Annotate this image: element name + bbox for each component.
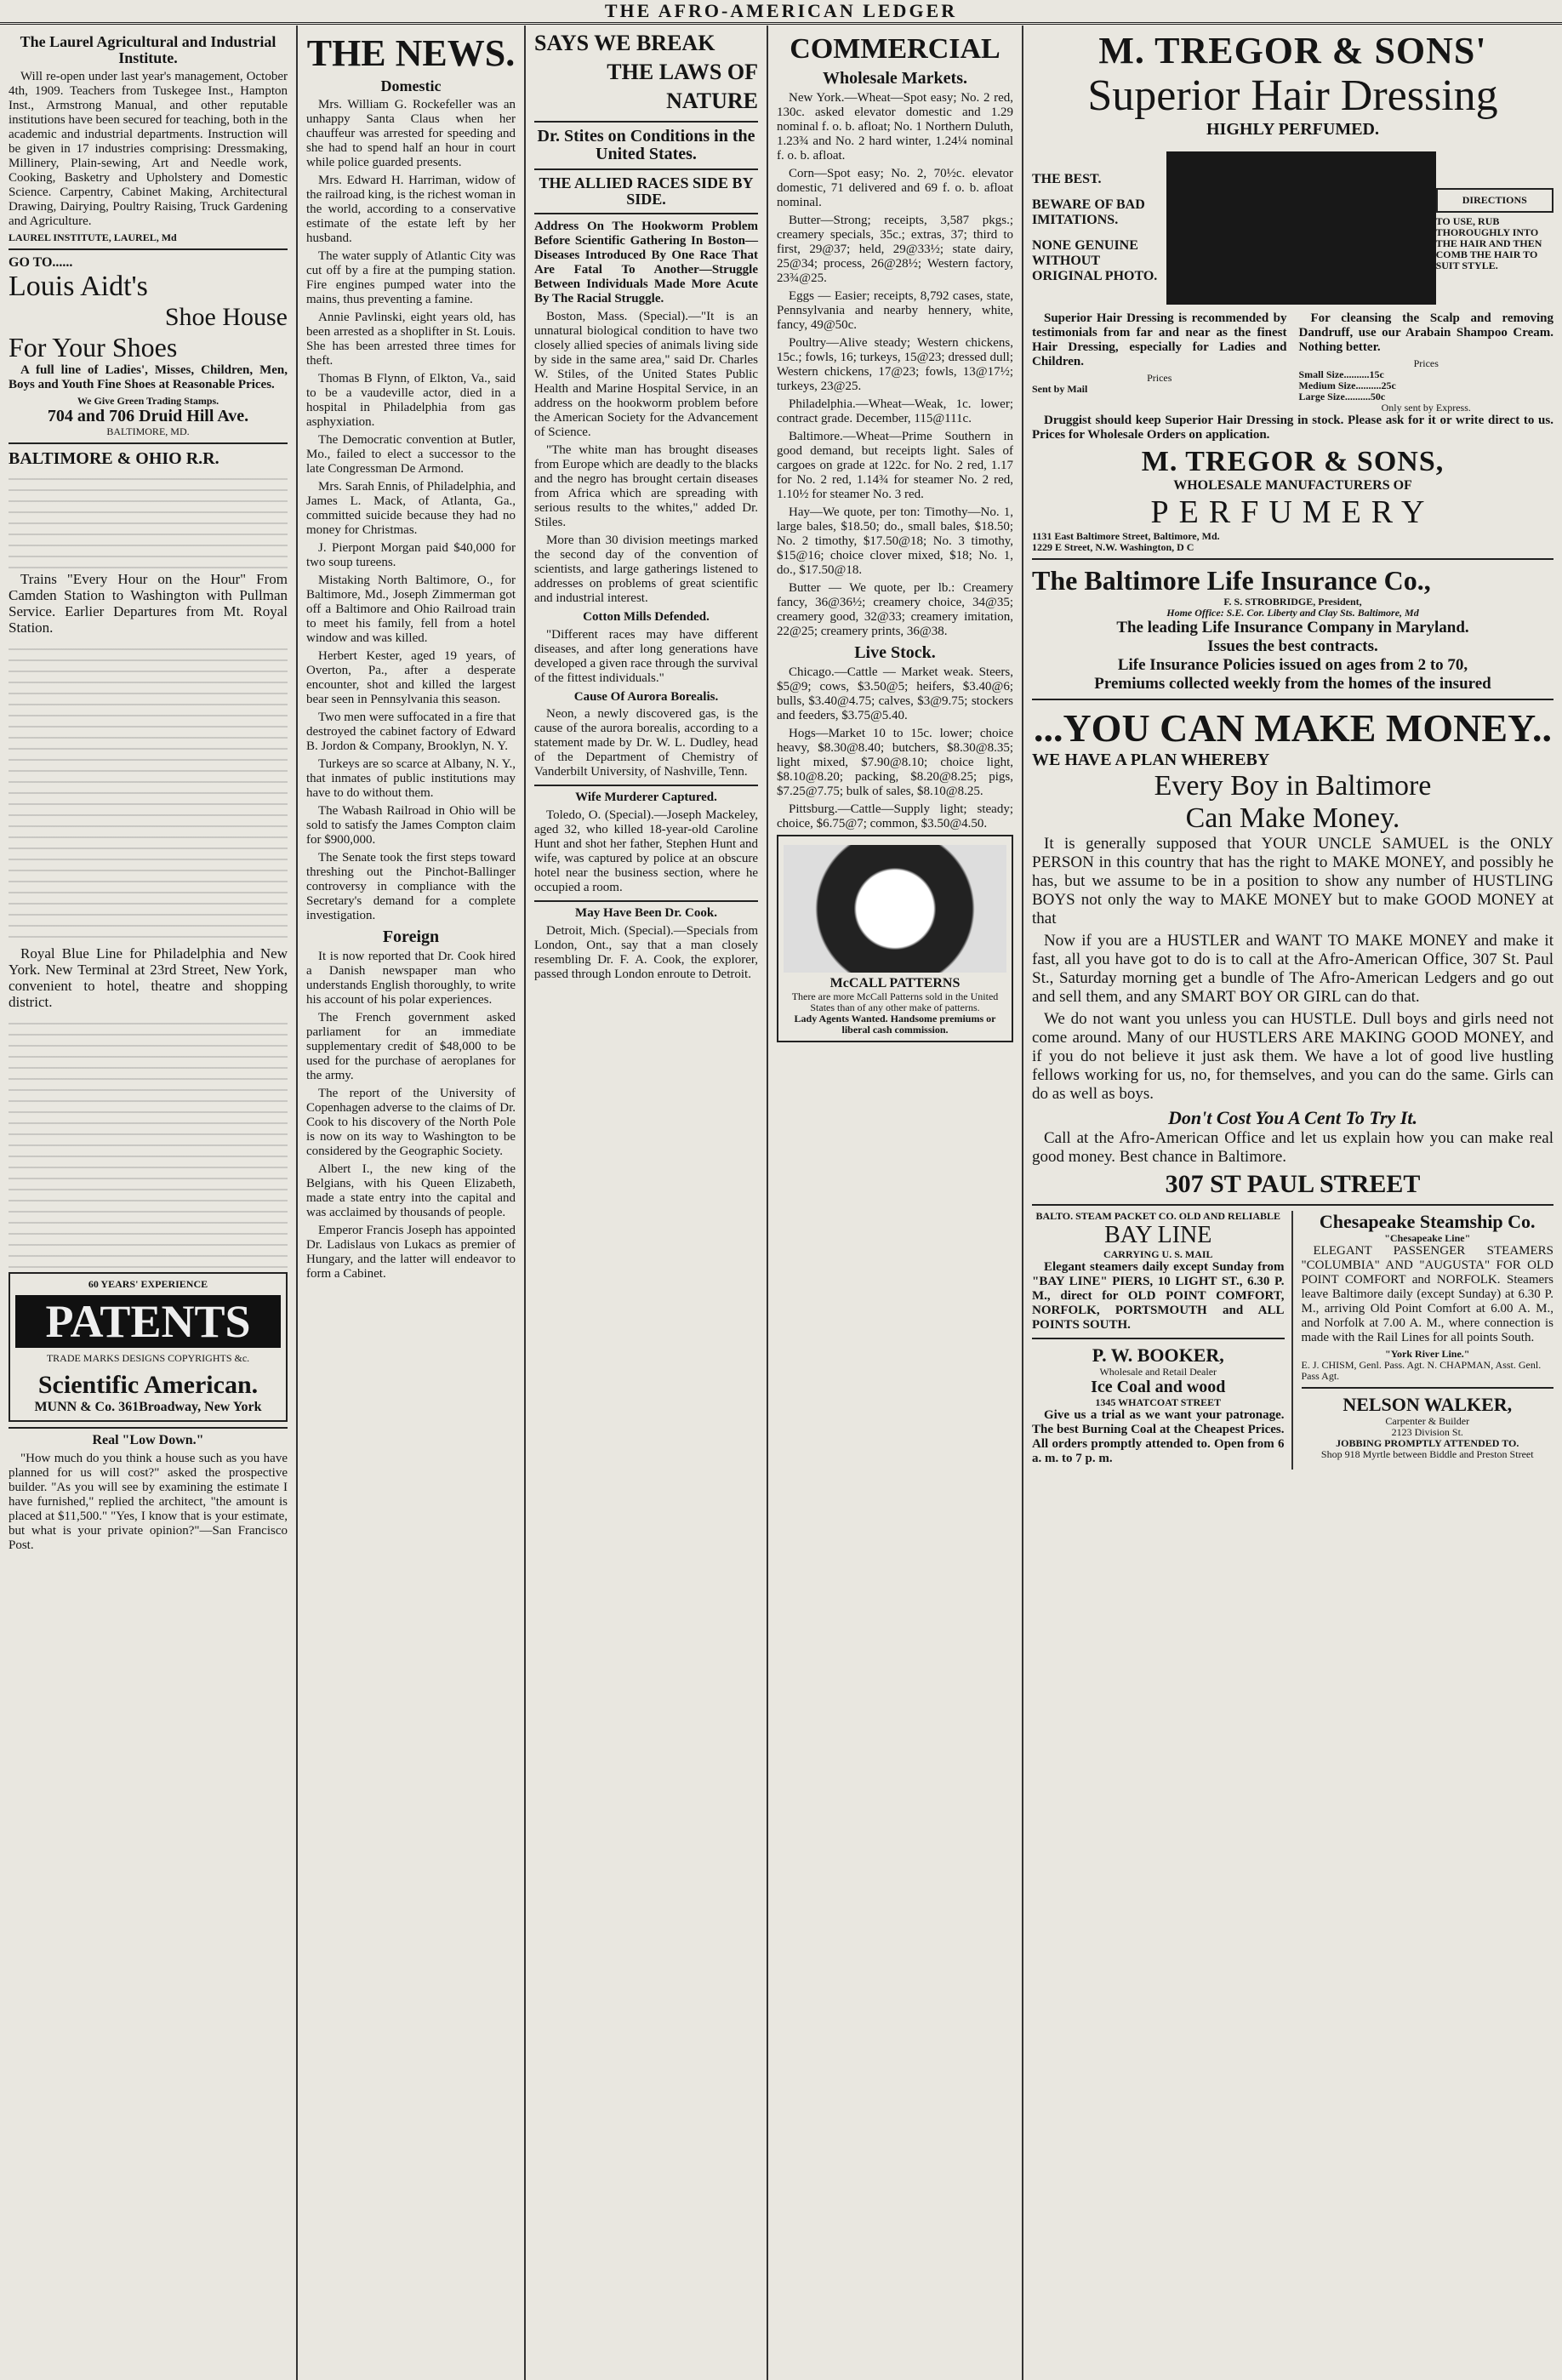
domestic-heading: Domestic: [380, 77, 442, 95]
plan: WE HAVE A PLAN WHEREBY: [1032, 751, 1270, 769]
nelson: NELSON WALKER,: [1343, 1394, 1513, 1415]
article-paragraph: J. Pierpont Morgan paid $40,000 for two soup tureens.: [306, 541, 516, 570]
mccall-title: McCALL PATTERNS: [829, 975, 961, 990]
aurora-heading: Cause Of Aurora Borealis.: [573, 689, 719, 704]
article-paragraph: The water supply of Atlantic City was cut off by a fire at the pumping station. Fire engines pumped water into the mains, thus preventing a famine.: [306, 249, 516, 307]
market-paragraph: Hogs—Market 10 to 15c. lower; choice heavy, $8.30@8.40; butchers, $8.30@8.35; light mixed, $7.90@8.10; choice light, $8.10@8.20; packing, $8.20@8.25; pigs, $7.25@7.75; bulk of sales, $8.10@8.25.: [777, 726, 1013, 798]
divider: [534, 213, 758, 214]
druggist: Druggist should keep Superior Hair Dressing in stock. Please ask for it or write direct to us. Prices for Wholesale Orders on application.: [1032, 414, 1553, 442]
market-paragraph: Corn—Spot easy; No. 2, 70½c. elevator domestic, 71 delivered and 69 f. o. b. afloat nominal.: [777, 166, 1013, 209]
prices-label: Prices: [1413, 357, 1439, 369]
article-paragraph: More than 30 division meetings marked the second day of the convention of scientists, and large gatherings listened to addresses on problems of great scientific and industrial interest.: [534, 533, 758, 605]
divider: [1032, 1338, 1285, 1339]
news-title: THE NEWS.: [306, 32, 516, 74]
article-paragraph: The Wabash Railroad in Ohio will be sold to satisfy the James Compton claim for $900,000.: [306, 804, 516, 848]
tregor-title: Superior Hair Dressing: [1087, 71, 1498, 120]
bayline-sub: CARRYING U. S. MAIL: [1103, 1248, 1213, 1260]
blic-line: Life Insurance Policies issued on ages from 2 to 70,: [1117, 656, 1468, 674]
aidt-city: BALTIMORE, MD.: [106, 425, 190, 437]
aidt-name: Louis Aidt's: [9, 270, 148, 302]
article-paragraph: Toledo, O. (Special).—Joseph Mackeley, aged 32, who killed 18-year-old Caroline Hunt and shot her father, Stephen Hunt and wife, was captured by police at an obscure hotel near the business section, where he occupied a room.: [534, 808, 758, 895]
can-make: Can Make Money.: [1185, 802, 1400, 834]
nelson-shop: Shop 918 Myrtle between Biddle and Preston Street: [1320, 1448, 1534, 1460]
directions: DIRECTIONS: [1436, 188, 1553, 213]
blic-pres: F. S. STROBRIDGE, President,: [1223, 596, 1362, 608]
munn: MUNN & Co. 361Broadway, New York: [34, 1399, 262, 1414]
mccall-ad: [777, 835, 1013, 1042]
divider: [1032, 1204, 1553, 1206]
tregor-details-right: [1299, 311, 1554, 414]
express: Only sent by Express.: [1381, 402, 1471, 414]
article-paragraph: Mistaking North Baltimore, O., for Baltimore, Md., Joseph Zimmerman got off a Baltimore and Ohio Railroad train to meet his family, fell from a hotel window and was killed.: [306, 574, 516, 646]
addr1: 1131 East Baltimore Street, Baltimore, Md.: [1032, 530, 1220, 542]
lowdown-title: Real "Low Down.": [92, 1432, 204, 1447]
patents: PATENTS: [15, 1295, 281, 1348]
column-4: [768, 26, 1023, 2380]
genuine: NONE GENUINE WITHOUT ORIGINAL PHOTO.: [1032, 238, 1158, 283]
every-boy: Every Boy in Baltimore: [1154, 770, 1432, 802]
commercial-sub: Wholesale Markets.: [823, 68, 967, 88]
product-jar-image: [1166, 151, 1435, 305]
article-paragraph: Two men were suffocated in a fire that destroyed the cabinet factory of Edward B. Jordon & Company, Brooklyn, N. Y.: [306, 711, 516, 754]
headline-1: SAYS WE BREAK: [534, 31, 715, 55]
tregor-left: [1032, 172, 1166, 284]
tregor-details: [1032, 311, 1553, 414]
lowdown-text: "How much do you think a house such as you have planned for us will cost?" asked the prospective builder. "As you will see by examining the estimate I have furnished," replied the architect, "the amount is placed at $11,500." "Yes, I know that is your estimate, but what is your private opinion?"—San Francisco Post.: [9, 1451, 288, 1552]
column-1: [0, 26, 298, 2380]
hustle-text: We do not want you unless you can HUSTLE. Dull boys and girls need not come around. Many of our HUSTLERS ARE MAKING GOOD MONEY, and if you do not believe it just ask them. We have a lot of good live hustling fellows working for us, no, for themselves, and you can do the same. Girls can do as well as boys.: [1032, 1010, 1553, 1103]
divider: [9, 248, 288, 250]
article-paragraph: Boston, Mass. (Special).—"It is an unnatural biological condition to have two closely allied species of animals living side by side in the same area," said Dr. Charles W. Stiles, of the United States Public Health and Marine Hospital Service, in an address on the hookworm problem before the American Society for the Advancement of Science.: [534, 309, 758, 439]
bayline-title: BAY LINE: [1104, 1222, 1212, 1248]
mfrs: WHOLESALE MANUFACTURERS OF: [1173, 478, 1412, 493]
patents-sub: TRADE MARKS DESIGNS COPYRIGHTS &c.: [46, 1351, 250, 1364]
divider: [534, 785, 758, 786]
foreign-heading: Foreign: [382, 927, 440, 947]
headline-3: Dr. Stites on Conditions in the United States.: [537, 127, 755, 163]
timetable: [9, 639, 288, 945]
blic-line: The leading Life Insurance Company in Maryland.: [1116, 619, 1469, 636]
mccall-logo: [784, 845, 1006, 973]
article-paragraph: Mrs. William G. Rockefeller was an unhappy Santa Claus when her chauffeur was arrested for speeding and she had to spend half an hour in court while police guarded presents.: [306, 98, 516, 170]
article-paragraph: The French government asked parliament for an immediate supplementary credit of $48,000 to be used for the purchase of aeroplanes for the army.: [306, 1011, 516, 1083]
mccall-text: There are more McCall Patterns sold in the United States than of any other make of patterns.: [791, 990, 999, 1013]
aidt-stamps: We Give Green Trading Stamps.: [77, 394, 219, 407]
tregor-right: [1436, 185, 1553, 271]
dont-cost: Don't Cost You A Cent To Try It.: [1167, 1107, 1417, 1128]
nelson-job: JOBBING PROMPTLY ATTENDED TO.: [1336, 1437, 1519, 1449]
beware: BEWARE OF BAD IMITATIONS.: [1032, 197, 1145, 227]
laurel-text: Will re-open under last year's management, October 4th, 1909. Teachers from Tuskegee Inst., Hampton Inst., Armstrong Manual, and other reputable institutions have been secured for teaching, both in the academic and industrial departments. Instruction will be given in 17 industries comprising: Dressmaking, Millinery, Plain-sewing, Art and Needle work, Cooking, Basketry and Upholstery and Domestic Science. Carpentry, Cabinet Making, Architectural Drawing, Dairying, Poultry Raising, Truck Gardening and Agriculture.: [9, 69, 288, 228]
nelson-addr: 2123 Division St.: [1391, 1426, 1463, 1438]
livestock-heading: Live Stock.: [854, 642, 936, 662]
money-title: ...YOU CAN MAKE MONEY..: [1033, 706, 1553, 750]
market-paragraph: Hay—We quote, per ton: Timothy—No. 1, large bales, $18.50; do., small bales, $18.50; No. 2 timothy, $17.50@18; No. 3 timothy, $15@16; choice clover mixed, $18; No. 1, do., $17.50@18.: [777, 505, 1013, 577]
recommend: Superior Hair Dressing is recommended by testimonials from far and near as the finest Hair Dressing, especially for Ladies and Children.: [1032, 311, 1287, 368]
divider: [534, 168, 758, 170]
market-paragraph: Butter — We quote, per lb.: Creamery fancy, 36@36½; creamery choice, 34@35; creamery good, 32@33; creamery imitation, 22@25; creamery prints, 36@38.: [777, 580, 1013, 638]
divider: [1032, 558, 1553, 560]
call-text: Call at the Afro-American Office and let us explain how you can make real good money. Best chance in Baltimore.: [1032, 1129, 1553, 1166]
article-paragraph: Mrs. Edward H. Harriman, widow of the railroad king, is the richest woman in the world, according to a conservative estimate of the estate left by her husband.: [306, 174, 516, 246]
tregor-name: M. TREGOR & SONS': [1098, 30, 1487, 71]
commercial-title: COMMERCIAL: [790, 33, 1000, 65]
tregor-product: [1032, 145, 1553, 311]
blic-title: The Baltimore Life Insurance Co.,: [1032, 565, 1431, 596]
royal-blue: Royal Blue Line for Philadelphia and New York. New Terminal at 23rd Street, New York, convenient to hotel, theatre and shopping district.: [9, 945, 288, 1010]
cleansing: For cleansing the Scalp and removing Dandruff, use our Arabain Shampoo Cream. Nothing better.: [1298, 311, 1553, 354]
article-deck: Address On The Hookworm Problem Before Scientific Gathering In Boston—Diseases Introduced By One Race That Are Fatal To Another—Struggle Between Individuals Made More Acute By The Racial Struggle.: [534, 219, 758, 305]
hustler-text: Now if you are a HUSTLER and WANT TO MAKE MONEY and make it fast, all you have got to do is to call at the Afro-American Office, 307 St. Paul St., Saturday morning get a bundle of The Afro-American Ledgers and go out and sell them, and any SMART BOY OR GIRL can do that.: [1032, 932, 1553, 1006]
price-large: Large Size..........50c: [1298, 391, 1386, 402]
timetable: [9, 1013, 288, 1269]
aidt-shoe: Shoe House: [164, 302, 288, 331]
bo-title: BALTIMORE & OHIO R.R.: [9, 448, 219, 468]
booker: P. W. BOOKER,: [1092, 1344, 1224, 1366]
divider: [534, 121, 758, 123]
masthead: THE AFRO-AMERICAN LEDGER: [0, 0, 1562, 25]
perfumery: PERFUMERY: [1150, 494, 1435, 530]
ches-text: ELEGANT PASSENGER STEAMERS "COLUMBIA" AND "AUGUSTA" FOR OLD POINT COMFORT and NORFOLK. Steamers leave Baltimore daily (except Sunday) at 6.30 P. M., arriving Old Point Comfort at 6.00 A. M., and Norfolk at 7.00 A. M., where connection is made with the Rail Lines for all points South.: [1301, 1244, 1553, 1344]
sci-am: Scientific American.: [37, 1370, 259, 1399]
price-medium: Medium Size..........25c: [1298, 380, 1396, 391]
divider: [1032, 699, 1553, 700]
market-paragraph: Butter—Strong; receipts, 3,587 pkgs.; creamery specials, 35c.; extras, 37; third to first, 29@37; held, 29@33½; state dairy, 25@34; process, 26@28½; Western factory, 23¾@25.: [777, 213, 1013, 285]
bayline-text: Elegant steamers daily except Sunday from "BAY LINE" PIERS, 10 LIGHT ST., 6.30 P. M., direct for OLD POINT COMFORT, NORFOLK, PORTSMOUTH and ALL POINTS SOUTH.: [1032, 1260, 1285, 1332]
ice-addr: 1345 WHATCOAT STREET: [1095, 1396, 1222, 1408]
aidt-addr: 704 and 706 Druid Hill Ave.: [47, 406, 249, 425]
ice-text: Give us a trial as we want your patronage. The best Burning Coal at the Cheapest Prices. All orders promptly attended to. Open from 6 a. m. to 7 p. m.: [1032, 1408, 1285, 1465]
market-paragraph: Baltimore.—Wheat—Prime Southern in good demand, but receipts light. Sales of cargoes on grade at 122c. for No. 2 red, 1.17 for No. 2 red, 1.14¾ for steamer No. 2 red, 1.10½ for steamer No. 3 red.: [777, 429, 1013, 501]
divider: [9, 1427, 288, 1429]
article-paragraph: It is now reported that Dr. Cook hired a Danish newspaper man who understands English thoroughly, to write his account of his polar experiences.: [306, 950, 516, 1007]
mail: Sent by Mail: [1032, 383, 1088, 395]
market-paragraph: New York.—Wheat—Spot easy; No. 2 red, 130c. asked elevator domestic and 1.29 nominal f. o. b. afloat; No. 1 Northern Duluth, 1.23¾ and No. 2 hard winter, 1.24¼ nominal f. o. b. afloat.: [777, 90, 1013, 163]
laurel-sign: LAUREL INSTITUTE, LAUREL, Md: [9, 231, 177, 243]
chesapeake-title: Chesapeake Steamship Co.: [1319, 1211, 1536, 1232]
market-paragraph: Chicago.—Cattle — Market weak. Steers, $5@9; cows, $3.50@5; heifers, $3.40@6; bulls, $3.40@4.75; calves, $3@9.75; stockers and feeders, $3.75@5.40.: [777, 665, 1013, 722]
addr2: 1229 E Street, N.W. Washington, D C: [1032, 541, 1194, 553]
bayline-ad: [1032, 1211, 1293, 1470]
headline-2: THE LAWS OF NATURE: [607, 60, 758, 113]
mccall-agents: Lady Agents Wanted. Handsome premiums or liberal cash commission.: [794, 1012, 996, 1036]
divider: [534, 900, 758, 902]
blic-office: Home Office: S.E. Cor. Liberty and Clay Sts. Baltimore, Md: [1166, 607, 1419, 619]
divider: [9, 442, 288, 444]
tregor-details-left: [1032, 311, 1287, 414]
laurel-title: The Laurel Agricultural and Industrial Institute.: [20, 33, 276, 66]
column-3: [526, 26, 768, 2380]
nelson-sub: Carpenter & Builder: [1385, 1415, 1470, 1427]
dir-text: TO USE, RUB THOROUGHLY INTO THE HAIR AND THEN COMB THE HAIR TO SUIT STYLE.: [1435, 215, 1542, 271]
blic-line: Premiums collected weekly from the homes of the insured: [1094, 675, 1491, 693]
article-paragraph: "Different races may have different diseases, and after long generations have developed a given race through the survival of the fittest individuals.": [534, 627, 758, 685]
bottom-ads: [1032, 1211, 1553, 1470]
market-paragraph: Pittsburg.—Cattle—Supply light; steady; choice, $6.75@7; common, $3.50@4.50.: [777, 802, 1013, 830]
article-paragraph: Neon, a newly discovered gas, is the cause of the aurora borealis, according to a statement made by Dr. W. L. Dudley, head of the Department of Chemistry of Vanderbilt University, of Nashville, Tenn.: [534, 707, 758, 779]
market-paragraph: Philadelphia.—Wheat—Weak, 1c. lower; contract grade. December, 115@111c.: [777, 397, 1013, 425]
aidt-text: A full line of Ladies', Misses, Children, Men, Boys and Youth Fine Shoes at Reasonable Prices.: [9, 362, 288, 391]
article-paragraph: Albert I., the new king of the Belgians, with his Queen Elizabeth, made a state entry into the capital and was acclaimed by thousands of people.: [306, 1162, 516, 1220]
patents-ad: [9, 1272, 288, 1422]
article-paragraph: Herbert Kester, aged 19 years, of Overton, Pa., after a desperate encounter, shot and killed the largest bear seen in Pennsylvania this season.: [306, 649, 516, 707]
blic-line: Issues the best contracts.: [1207, 637, 1378, 655]
headline-4: THE ALLIED RACES SIDE BY SIDE.: [539, 174, 754, 208]
bo-trains: Trains "Every Hour on the Hour" From Camden Station to Washington with Pullman Service. Earlier Departures from Mt. Royal Station.: [9, 570, 288, 636]
best: THE BEST.: [1032, 172, 1102, 186]
cook-heading: May Have Been Dr. Cook.: [575, 906, 717, 921]
article-paragraph: Detroit, Mich. (Special).—Specials from London, Ont., say that a man closely resembling Dr. F. A. Cook, the explorer, passed through London enroute to Detroit.: [534, 923, 758, 981]
article-paragraph: "The white man has brought diseases from Europe which are deadly to the blacks and the negro has brought certain diseases from Africa which are spreading with serious results to the whites," added Dr. Stiles.: [534, 442, 758, 529]
booker-sub: Wholesale and Retail Dealer: [1099, 1366, 1217, 1378]
timetable: [9, 469, 288, 571]
market-paragraph: Poultry—Alive steady; Western chickens, 15c.; fowls, 16; turkeys, 15@23; dressed dull; Western chickens, 17@23; fowls, 13@17½; turkeys, 23@25.: [777, 335, 1013, 393]
ches-line: "Chesapeake Line": [1384, 1232, 1471, 1244]
cotton-heading: Cotton Mills Defended.: [583, 609, 710, 624]
patents-exp: 60 YEARS' EXPERIENCE: [88, 1277, 208, 1290]
wife-heading: Wife Murderer Captured.: [575, 790, 717, 805]
price-small: Small Size..........15c: [1298, 368, 1384, 380]
article-paragraph: Thomas B Flynn, of Elkton, Va., said to be a vaudeville actor, died in a hospital in Philadelphia from gas asphyxiation.: [306, 372, 516, 430]
article-paragraph: The Senate took the first steps toward threshing out the Pinchot-Ballinger controversy in compliance with the Secretary's demand for a complete investigation.: [306, 851, 516, 923]
bayline-head: BALTO. STEAM PACKET CO. OLD AND RELIABLE: [1035, 1210, 1281, 1222]
ice: Ice Coal and wood: [1091, 1378, 1226, 1396]
market-paragraph: Eggs — Easier; receipts, 8,792 cases, state, Pennsylvania and nearby hennery, white, fancy, 49@50c.: [777, 288, 1013, 332]
tregor2: M. TREGOR & SONS,: [1141, 446, 1445, 477]
aidt-goto: GO TO......: [9, 254, 73, 270]
article-paragraph: The Democratic convention at Butler, Mo., failed to elect a successor to the late Congressman De Armond.: [306, 433, 516, 477]
tregor-sub: HIGHLY PERFUMED.: [1206, 120, 1379, 139]
article-paragraph: Turkeys are so scarce at Albany, N. Y., that inmates of public institutions may have to do without them.: [306, 757, 516, 801]
money-text: It is generally supposed that YOUR UNCLE SAMUEL is the ONLY PERSON in this country that has the right to MAKE MONEY, and possibly he has, but we assume to be in a position to show any number of HUSTLING BOYS not only the way to MAKE MONEY but to make GOOD MONEY at that: [1032, 835, 1553, 927]
aidt-for: For Your Shoes: [9, 331, 178, 362]
article-paragraph: Mrs. Sarah Ennis, of Philadelphia, and James L. Mack, of Atlanta, Ga., committed suicide because they had no money for Christmas.: [306, 480, 516, 538]
column-5: [1023, 26, 1562, 2380]
chesapeake-ad: [1302, 1211, 1554, 1470]
column-2: [298, 26, 526, 2380]
divider: [1302, 1387, 1554, 1389]
york: "York River Line.": [1385, 1348, 1470, 1360]
article-paragraph: Annie Pavlinski, eight years old, has been arrested as a shoplifter in St. Louis. She has been arrested three times for theft.: [306, 311, 516, 368]
article-paragraph: The report of the University of Copenhagen adverse to the claims of Dr. Cook to his discovery of the North Pole is now on its way to Washington to be considered by the Geographic Society.: [306, 1087, 516, 1159]
prices-label: Prices: [1147, 372, 1172, 384]
street: 307 ST PAUL STREET: [1165, 1170, 1421, 1198]
article-paragraph: Emperor Francis Joseph has appointed Dr. Ladislaus von Lukacs as premier of Hungary, and the latter will endeavor to form a Cabinet.: [306, 1224, 516, 1281]
ches-sign: E. J. CHISM, Genl. Pass. Agt. N. CHAPMAN, Asst. Genl. Pass Agt.: [1301, 1359, 1542, 1382]
